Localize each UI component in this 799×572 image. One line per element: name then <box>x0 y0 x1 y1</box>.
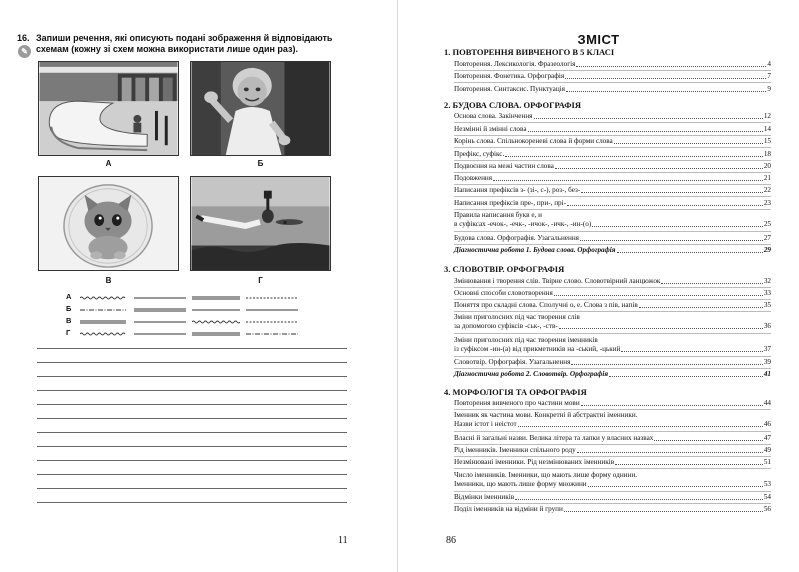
scheme-letter: Б <box>66 304 72 313</box>
toc-item-text: Рід іменників. Іменники спільного роду <box>454 446 576 454</box>
toc-item-page: 39 <box>763 358 771 366</box>
scheme-row-a <box>66 292 306 302</box>
toc-item-page: 37 <box>763 345 771 353</box>
toc-item-page: 18 <box>763 150 771 158</box>
toc-item[interactable] <box>454 277 771 286</box>
photo-kitten <box>38 176 179 271</box>
toc-item-text: Повторення. Синтаксис. Пунктуація <box>454 85 565 93</box>
toc-item-text: Повторення. Лексикологія. Фразеологія <box>454 60 576 68</box>
scheme-line-wavy <box>80 332 126 336</box>
page-number: 11 <box>338 535 348 546</box>
photo-label-a: А <box>105 159 112 168</box>
writing-line[interactable] <box>37 390 347 391</box>
toc-item-text: Незмінні й змінні слова <box>454 125 527 133</box>
scheme-line-solid <box>134 332 186 336</box>
toc-item-page: 29 <box>763 246 771 254</box>
toc-item-text: Основні способи словотворення <box>454 289 553 297</box>
toc-item-page: 49 <box>763 446 771 454</box>
scheme-letter: А <box>66 292 72 301</box>
scheme-row-g <box>66 328 306 338</box>
toc-item-text: Основа слова. Закінчення <box>454 112 533 120</box>
toc-item-page: 56 <box>763 505 771 513</box>
writing-line[interactable] <box>37 376 347 377</box>
scheme-line-dashdot <box>246 332 298 336</box>
toc-item-page: 4 <box>767 60 771 68</box>
toc-item-page: 27 <box>763 234 771 242</box>
scheme-line-wavy <box>80 296 126 300</box>
toc-item[interactable] <box>454 199 771 208</box>
underwater-image <box>191 177 330 270</box>
toc-item[interactable] <box>454 234 771 243</box>
scheme-row-v <box>66 316 306 326</box>
toc-item[interactable] <box>454 60 771 69</box>
toc-item-text: Відмінки іменників <box>454 493 515 501</box>
toc-item-text: в суфіксах -ечок-, -ечк-, -ичок-, -ичк-, -ин-(о) <box>454 220 592 228</box>
toc-item-text: Змінювання і творення слів. Твірне слово. Словотвірний ланцюжок <box>454 277 661 285</box>
photo-library <box>38 61 179 156</box>
toc-item-text: Повторення вивченого про частини мови <box>454 399 580 407</box>
toc-item-text: Будова слова. Орфографія. Узагальнення <box>454 234 579 242</box>
scheme-line-solid <box>134 296 186 300</box>
photo-label-b: Б <box>257 159 264 168</box>
scheme-line-double <box>192 296 240 300</box>
toc-item[interactable] <box>454 458 771 467</box>
toc-item-text: Словотвір. Орфографія. Узагальнення <box>454 358 571 366</box>
toc-item-page: 53 <box>763 480 771 488</box>
toc-item-diagnostic[interactable] <box>454 370 771 379</box>
toc-item-page: 33 <box>763 289 771 297</box>
toc-item[interactable] <box>454 434 771 443</box>
toc-item-page: 35 <box>763 301 771 309</box>
writing-line[interactable] <box>37 488 347 489</box>
toc-item-text: Незмінювані іменники. Рід незмінюваних іменників <box>454 458 615 466</box>
toc-item-page: 22 <box>763 186 771 194</box>
toc-item-text-line1: Правила написання букв е, и <box>454 211 542 219</box>
toc-item[interactable] <box>454 301 771 310</box>
toc-item-page: 47 <box>763 434 771 442</box>
toc-title: ЗМІСТ <box>577 32 620 47</box>
toc-item[interactable] <box>454 72 771 81</box>
toc-item-text: Написання префіксів пре-, при-, прі- <box>454 199 567 207</box>
toc-item[interactable] <box>454 137 771 146</box>
toc-item[interactable] <box>454 162 771 171</box>
scheme-line-dashdot <box>80 308 126 312</box>
writing-line[interactable] <box>37 446 347 447</box>
toc-item-text: Діагностична робота 1. Будова слова. Орфографія <box>454 246 616 254</box>
toc-item-page: 12 <box>763 112 771 120</box>
toc-item[interactable] <box>454 313 771 331</box>
toc-item-text: Іменники, що мають лише форму множини <box>454 480 587 488</box>
photo-old-woman <box>190 61 331 156</box>
toc-item-text: Назви істот і неістот <box>454 420 517 428</box>
toc-item[interactable] <box>454 493 771 502</box>
writing-line[interactable] <box>37 460 347 461</box>
toc-item[interactable] <box>454 289 771 298</box>
toc-item-text: Поділ іменників на відміни й групи <box>454 505 563 513</box>
toc-item-page: 20 <box>763 162 771 170</box>
toc-item-page: 9 <box>767 85 771 93</box>
toc-item-page: 36 <box>763 322 771 330</box>
toc-item-text: Власні й загальні назви. Велика літера та лапки у власних назвах <box>454 434 654 442</box>
right-page <box>398 0 799 572</box>
toc-item-text: Поняття про складні слова. Сполучні о, е. Слова з пів, напів <box>454 301 638 309</box>
toc-item-page: 23 <box>763 199 771 207</box>
toc-item-text: Подвоєння на межі частин слова <box>454 162 554 170</box>
scheme-line-solid <box>134 320 186 324</box>
scheme-line-solid <box>192 308 240 312</box>
toc-section-heading: 4. МОРФОЛОГІЯ ТА ОРФОГРАФІЯ <box>444 387 587 397</box>
toc-item-page: 44 <box>763 399 771 407</box>
toc-item[interactable] <box>454 112 771 121</box>
toc-item-page: 54 <box>763 493 771 501</box>
library-image <box>39 62 178 155</box>
scheme-letter: Г <box>66 328 71 337</box>
toc-item-page: 15 <box>763 137 771 145</box>
toc-item-text-line1: Іменник як частина мови. Конкретні й абстрактні іменники. <box>454 411 638 419</box>
toc-item-page: 7 <box>767 72 771 80</box>
writing-line[interactable] <box>37 474 347 475</box>
scheme-line-dashed <box>246 320 298 324</box>
toc-item[interactable] <box>454 174 771 183</box>
photo-label-g: Г <box>258 276 263 285</box>
toc-item-page: 41 <box>763 370 771 378</box>
toc-item[interactable] <box>454 358 771 367</box>
toc-item-text-line1: Зміни приголосних під час творення іменників <box>454 336 598 344</box>
toc-section-heading: 2. БУДОВА СЛОВА. ОРФОГРАФІЯ <box>444 100 581 110</box>
toc-item[interactable] <box>454 336 771 354</box>
toc-item-text: Діагностична робота 2. Словотвір. Орфографія <box>454 370 609 378</box>
toc-item[interactable] <box>454 399 771 408</box>
toc-item-text: за допомогою суфіксів -ськ-, -ств- <box>454 322 558 330</box>
scheme-line-dashed <box>246 296 298 300</box>
old-woman-image <box>191 62 330 155</box>
writing-line[interactable] <box>37 404 347 405</box>
scheme-row-b <box>66 304 306 314</box>
scheme-line-wavy <box>192 320 240 324</box>
left-page <box>0 0 398 572</box>
toc-item-page: 46 <box>763 420 771 428</box>
toc-section-heading: 1. ПОВТОРЕННЯ ВИВЧЕНОГО В 5 КЛАСІ <box>444 47 615 57</box>
toc-item[interactable] <box>454 471 771 489</box>
write-icon: ✎ <box>18 45 31 58</box>
photo-label-v: В <box>105 276 112 285</box>
toc-item-diagnostic[interactable] <box>454 246 771 255</box>
toc-item[interactable] <box>454 150 771 159</box>
scheme-line-solid <box>246 308 298 312</box>
toc-item-page: 21 <box>763 174 771 182</box>
task-number: 16. <box>17 33 30 43</box>
toc-item-text: Корінь слова. Спільнокореневі слова й форми слова <box>454 137 613 145</box>
kitten-image <box>39 177 178 270</box>
toc-item[interactable] <box>454 505 771 514</box>
scheme-line-double <box>134 308 186 312</box>
toc-item[interactable] <box>454 446 771 455</box>
toc-item[interactable] <box>454 85 771 94</box>
toc-item-text: Повторення. Фонетика. Орфографія <box>454 72 565 80</box>
toc-item-page: 32 <box>763 277 771 285</box>
photo-underwater <box>190 176 331 271</box>
scheme-line-double <box>80 320 126 324</box>
writing-line[interactable] <box>37 432 347 433</box>
writing-line[interactable] <box>37 348 347 349</box>
toc-item-text: Подовження <box>454 174 493 182</box>
toc-item-text: Написання префіксів з- (зі-, с-), роз-, без- <box>454 186 581 194</box>
toc-item[interactable] <box>454 411 771 429</box>
writing-line[interactable] <box>37 362 347 363</box>
writing-line[interactable] <box>37 418 347 419</box>
toc-item-text: Префікс, суфікс. <box>454 150 505 158</box>
scheme-line-double <box>192 332 240 336</box>
toc-section-heading: 3. СЛОВОТВІР. ОРФОГРАФІЯ <box>444 264 565 274</box>
toc-item-page: 51 <box>763 458 771 466</box>
writing-line[interactable] <box>37 502 347 503</box>
task-text: Запиши речення, які описують подані зображення й відповідають схемам (кожну зі схем можна використати лише один раз). <box>36 33 333 54</box>
toc-item[interactable] <box>454 125 771 134</box>
toc-item-text-line1: Зміни приголосних під час творення слів <box>454 313 580 321</box>
toc-item-page: 14 <box>763 125 771 133</box>
toc-item[interactable] <box>454 186 771 195</box>
toc-item[interactable] <box>454 211 771 229</box>
toc-item-text-line1: Число іменників. Іменники, що мають лише форму однини. <box>454 471 637 479</box>
scheme-letter: В <box>66 316 72 325</box>
toc-item-page: 25 <box>763 220 771 228</box>
page-number: 86 <box>446 535 456 546</box>
toc-item-text: із суфіксом -ин-(а) від прикметників на -ський, -цький <box>454 345 621 353</box>
